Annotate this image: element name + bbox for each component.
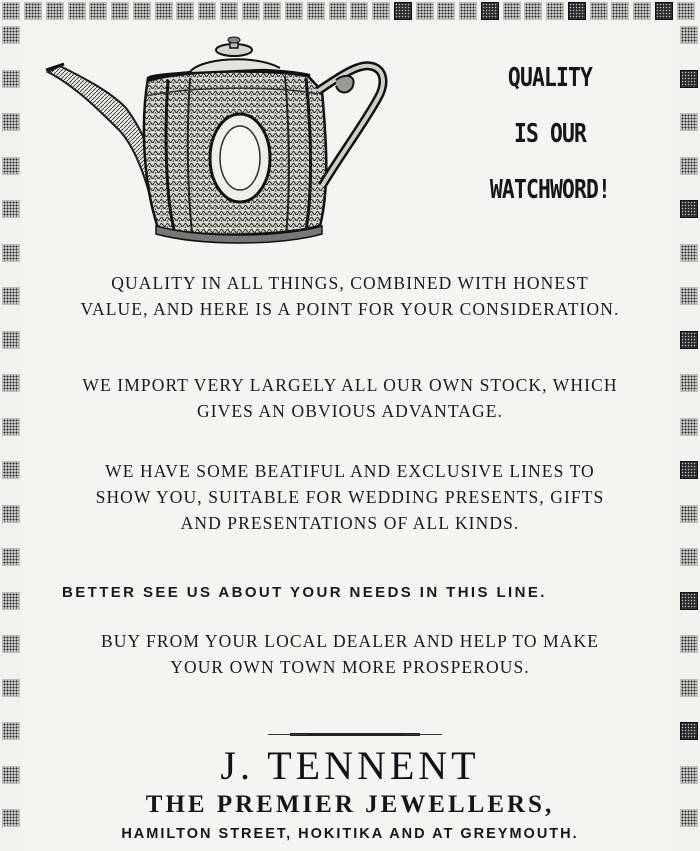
border-tile [329,2,347,20]
divider-rule [290,733,420,736]
border-tile [2,157,20,175]
border-tile [307,2,325,20]
paragraph-line: BUY FROM YOUR LOCAL DEALER AND HELP TO MAKE [100,631,600,651]
border-tile [285,2,303,20]
border-tile [437,2,455,20]
border-tile [680,809,698,827]
border-tile [2,374,20,392]
border-tile [680,244,698,262]
border-tile [680,766,698,784]
border-tile [680,461,698,479]
border-tile [2,418,20,436]
border-tile [680,679,698,697]
border-tile [680,331,698,349]
paragraph-better-see-us: BETTER SEE US ABOUT YOUR NEEDS IN THIS LINE. [62,584,547,601]
business-subtitle: THE PREMIER JEWELLERS, [145,791,555,818]
border-tile [2,548,20,566]
border-tile [46,2,64,20]
border-tile [680,374,698,392]
headline-line-2: IS OUR [513,119,587,149]
border-right [678,22,700,851]
border-left [0,22,22,851]
paragraph-local-dealer [40,628,660,680]
border-tile [176,2,194,20]
border-tile [677,2,695,20]
border-tile [2,287,20,305]
paragraph-line: AND PRESENTATIONS OF ALL KINDS. [180,513,520,533]
border-tile [2,113,20,131]
border-tile [459,2,477,20]
paragraph-line: VALUE, AND HERE IS A POINT FOR YOUR CONSIDERATION. [80,299,620,319]
paragraph-line: WE IMPORT VERY LARGELY ALL OUR OWN STOCK, WHICH [82,375,618,395]
border-tile [263,2,281,20]
border-tile [503,2,521,20]
border-top [0,0,700,22]
border-tile [89,2,107,20]
border-tile [680,418,698,436]
border-tile [220,2,238,20]
border-tile [111,2,129,20]
border-tile [2,2,20,20]
border-tile [2,26,20,44]
border-tile [680,287,698,305]
paragraph-quality [40,270,660,322]
headline-line-3: WATCHWORD! [489,175,611,205]
border-tile [2,70,20,88]
border-tile [416,2,434,20]
border-tile [680,113,698,131]
border-tile [2,809,20,827]
border-tile [568,2,586,20]
border-tile [2,635,20,653]
border-tile [590,2,608,20]
teapot-icon [40,36,390,246]
border-tile [2,461,20,479]
paragraph-line: WE HAVE SOME BEATIFUL AND EXCLUSIVE LINES TO [105,461,595,481]
border-tile [350,2,368,20]
headline-line-1: QUALITY [507,63,593,93]
border-tile [2,331,20,349]
teapot-illustration [40,36,390,246]
business-address: HAMILTON STREET, HOKITIKA AND AT GREYMOUTH. [121,826,579,842]
border-tile [2,679,20,697]
paragraph-line: SHOW YOU, SUITABLE FOR WEDDING PRESENTS, GIFTS [95,487,605,507]
border-tile [611,2,629,20]
border-tile [2,722,20,740]
border-tile [2,244,20,262]
border-tile [680,200,698,218]
border-tile [680,722,698,740]
paragraph-line: QUALITY IN ALL THINGS, COMBINED WITH HONEST [111,273,589,293]
border-tile [655,2,673,20]
border-tile [680,505,698,523]
border-tile [2,505,20,523]
border-tile [481,2,499,20]
border-tile [680,592,698,610]
border-tile [372,2,390,20]
border-tile [2,592,20,610]
business-name: J. TENNENT [220,743,480,788]
border-tile [68,2,86,20]
border-tile [24,2,42,20]
border-tile [680,157,698,175]
border-tile [155,2,173,20]
border-tile [680,548,698,566]
paragraph-line: YOUR OWN TOWN MORE PROSPEROUS. [170,657,530,677]
border-tile [198,2,216,20]
border-tile [133,2,151,20]
border-tile [394,2,412,20]
border-tile [680,26,698,44]
border-tile [242,2,260,20]
border-tile [633,2,651,20]
headline [460,50,640,218]
border-tile [2,766,20,784]
paragraph-exclusive-lines [40,458,660,536]
paragraph-import [40,372,660,424]
paragraph-line: GIVES AN OBVIOUS ADVANTAGE. [196,401,504,421]
border-tile [2,200,20,218]
border-tile [680,635,698,653]
border-tile [546,2,564,20]
border-tile [680,70,698,88]
border-tile [524,2,542,20]
